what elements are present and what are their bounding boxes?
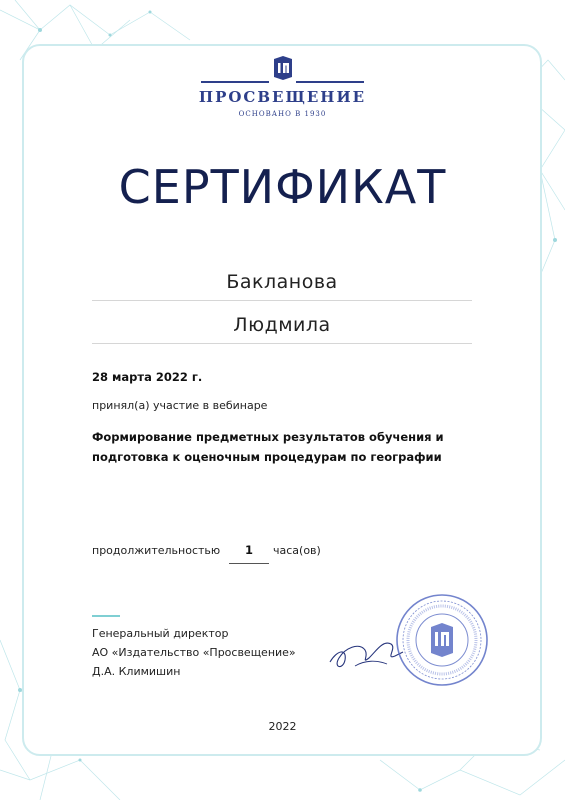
webinar-title xyxy=(92,427,492,467)
duration-label: продолжительностью xyxy=(92,544,221,557)
publisher-name: ПРОСВЕЩЕНИЕ xyxy=(198,88,367,106)
publisher-tagline: ОСНОВАНО В 1930 xyxy=(238,110,327,118)
accent-dash xyxy=(92,615,120,617)
signatory-block xyxy=(92,624,296,681)
recipient-surname: Бакланова xyxy=(226,271,338,293)
webinar-title-line-2: подготовка к оценочным процедурам по географии xyxy=(92,450,442,464)
recipient-given-name: Людмила xyxy=(233,314,331,336)
certificate-year: 2022 xyxy=(268,720,297,733)
signer-name: Д.А. Климишин xyxy=(92,665,181,678)
logo-rule-left xyxy=(201,81,269,83)
publisher-logo xyxy=(0,56,565,84)
duration-underline xyxy=(229,563,269,564)
signer-organization: АО «Издательство «Просвещение» xyxy=(92,646,296,659)
participation-text: принял(а) участие в вебинаре xyxy=(92,399,268,412)
surname-underline xyxy=(92,300,472,301)
webinar-title-line-1: Формирование предметных результатов обучения и xyxy=(92,430,444,444)
certificate-title: СЕРТИФИКАТ xyxy=(118,160,447,214)
given-name-underline xyxy=(92,343,472,344)
official-stamp xyxy=(394,592,490,688)
signer-title: Генеральный директор xyxy=(92,627,229,640)
handwritten-signature xyxy=(325,630,405,675)
duration-unit: часа(ов) xyxy=(273,544,321,557)
logo-emblem-icon xyxy=(272,56,294,80)
event-date: 28 марта 2022 г. xyxy=(92,370,203,384)
duration-value: 1 xyxy=(244,543,253,557)
logo-rule-right xyxy=(296,81,364,83)
